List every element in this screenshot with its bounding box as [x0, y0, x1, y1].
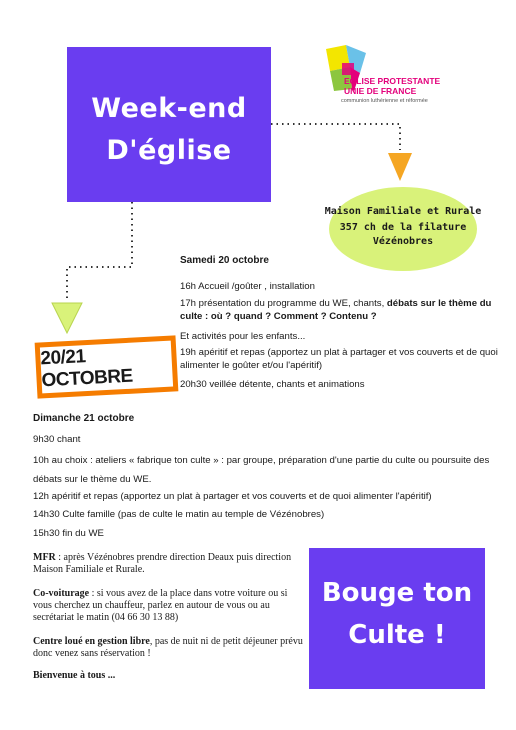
sunday-item: 12h apéritif et repas (apportez un plat à partager et vos couverts et de quoi alimenter l'apéritif): [33, 491, 432, 502]
saturday-item-emphasis: débats sur le thème du culte : où ? quand ? Comment ? Contenu ?: [180, 298, 492, 322]
title-line-1: Week-end: [91, 93, 247, 124]
sunday-item: 10h au choix : ateliers « fabrique ton culte » : par groupe, préparation d'une partie du culte ou poursuite des débats sur le thème du WE.: [33, 455, 490, 485]
date-badge-text: 20/21 OCTOBRE: [39, 346, 134, 392]
mfr-text: : après Vézénobres prendre direction Deaux puis direction Maison Familiale et Rurale.: [33, 552, 292, 575]
carpool-text: : si vous avez de la place dans votre voiture ou si vous cherchez un chauffeur, parlez en autour de vous ou au secrétariat le matin (04 66 30 13 88): [33, 588, 288, 623]
location-town: Vézénobres: [372, 236, 434, 247]
saturday-item: 20h30 veillée détente, chants et animations: [180, 379, 365, 390]
centre-text: , pas de nuit ni de petit déjeuner prévu donc venez sans réservation !: [33, 636, 303, 659]
logo-text-line-2: UNIE DE FRANCE: [344, 86, 417, 96]
slogan-line-1: Bouge ton: [321, 578, 473, 608]
location-name: Maison Familiale et Rurale: [324, 206, 482, 217]
saturday-heading: Samedi 20 octobre: [180, 255, 269, 266]
sunday-item: 9h30 chant: [33, 434, 81, 445]
saturday-item: Et activités pour les enfants...: [180, 331, 306, 342]
title-line-2: D'église: [106, 135, 232, 166]
carpool-info: [33, 588, 303, 624]
carpool-label: Co-voiturage: [33, 588, 90, 599]
saturday-item-text: 17h présentation du programme du WE, chants,: [180, 298, 387, 309]
centre-info: [33, 636, 303, 660]
logo-text-line-3: communion luthérienne et réformée: [341, 98, 428, 104]
location-address: 357 ch de la filature: [339, 222, 467, 233]
saturday-item: 16h Accueil /goûter , installation: [180, 281, 315, 292]
mfr-label: MFR: [33, 552, 56, 563]
mfr-info: [33, 552, 303, 576]
sunday-heading: Dimanche 21 octobre: [33, 413, 135, 424]
logo-text-line-1: EGLISE PROTESTANTE: [344, 76, 441, 86]
centre-label: Centre loué en gestion libre: [33, 636, 150, 647]
saturday-item: [180, 297, 500, 323]
sunday-item: 15h30 fin du WE: [33, 528, 104, 539]
saturday-item: 19h apéritif et repas (apportez un plat à partager et vos couverts et de quoi alimenter le goûter et/ou l'apéritif): [180, 347, 498, 371]
sunday-item: 14h30 Culte famille (pas de culte le matin au temple de Vézénobres): [33, 509, 325, 520]
date-badge: [35, 335, 179, 398]
welcome-text: Bienvenue à tous ...: [33, 670, 116, 681]
title-box: [67, 47, 271, 202]
slogan-line-2: Culte !: [348, 620, 446, 650]
slogan-box: [309, 548, 485, 689]
